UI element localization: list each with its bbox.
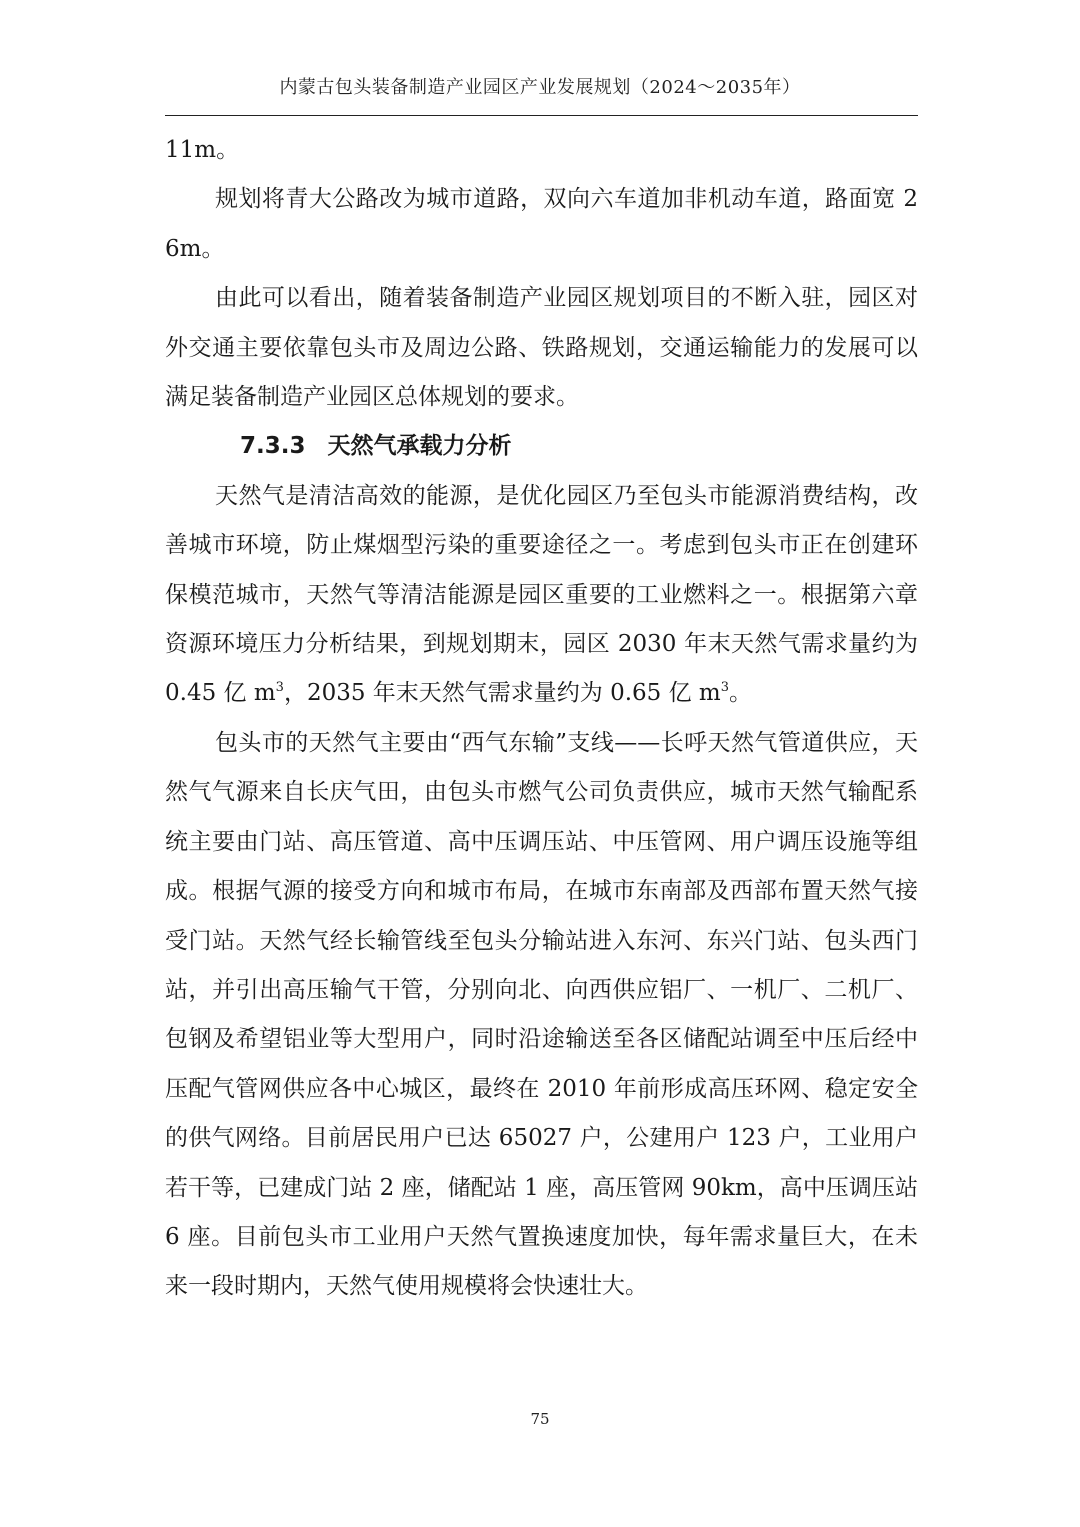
running-header: 内蒙古包头装备制造产业园区产业发展规划（2024～2035年） xyxy=(279,77,801,98)
paragraph-gas-supply: 包头市的天然气主要由“西气东输”支线——长呼天然气管道供应，天然气气源来自长庆气田，由包头市燃气公司负责供应，城市天然气输配系统主要由门站、高压管道、高中压调压站、中压管网、用户调压设施等组成。根据气源的接受方向和城市布局，在城市东南部及西部布置天然气接受门站。天然气经长输管线至包头分输站进入东河、东兴门站、包头西门站，并引出高压输气干管，分别向北、向西供应铝厂、一机厂、二机厂、包钢及希望铝业等大型用户，同时沿途输送至各区储配站调至中压后经中压配气管网供应各中心城区，最终在 2010 年前形成高压环网、稳定安全的供气网络。目前居民用户已达 65027 户，公建用户 123 户，工业用户若干等，已建成门站 2 座，储配站 1 座，高压管网 90km，高中压调压站 6 座。目前包头市工业用户天然气置换速度加快，每年需求量巨大，在未来一段时期内，天然气使用规模将会快速壮大。 xyxy=(165,729,918,1300)
section-title: 天然气承载力分析 xyxy=(327,433,512,460)
section-number: 7.3.3 xyxy=(240,433,306,460)
body-text xyxy=(165,126,918,1312)
paragraph-road-plan: 规划将青大公路改为城市道路，双向六车道加非机动车道，路面宽 26m。 xyxy=(165,186,918,262)
section-heading xyxy=(165,422,918,471)
cubic-superscript-1: 3 xyxy=(275,680,284,696)
header-divider xyxy=(165,115,918,116)
paragraph-transport-summary: 由此可以看出，随着装备制造产业园区规划项目的不断入驻，园区对外交通主要依靠包头市及周边公路、铁路规划，交通运输能力的发展可以满足装备制造产业园区总体规划的要求。 xyxy=(165,285,918,411)
cubic-superscript-2: 3 xyxy=(720,680,730,696)
paragraph-gas-intro xyxy=(165,472,918,719)
gas-intro-text-c: 。 xyxy=(729,680,753,707)
paragraph-continuation: 11m。 xyxy=(165,137,240,163)
gas-intro-text-b: ，2035 年末天然气需求量约为 0.65 亿 m xyxy=(283,680,721,707)
page-number: 75 xyxy=(530,1410,550,1428)
gas-intro-text-a: 天然气是清洁高效的能源，是优化园区乃至包头市能源消费结构，改善城市环境，防止煤烟型污染的重要途径之一。考虑到包头市正在创建环保模范城市，天然气等清洁能源是园区重要的工业燃料之一。根据第六章资源环境压力分析结果，到规划期末，园区 2030 年末天然气需求量约为 0.45 亿 m xyxy=(165,482,918,707)
